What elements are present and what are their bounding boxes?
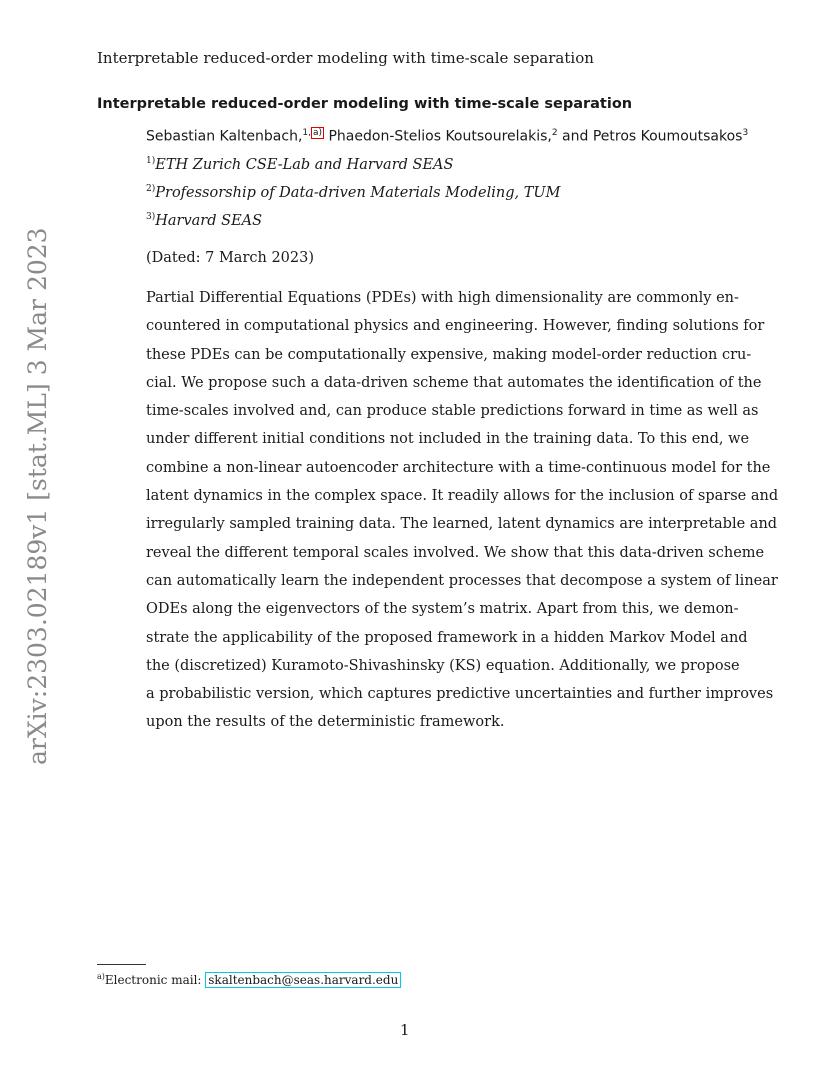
author-3: and Petros Koumoutsakos <box>557 128 743 145</box>
running-head: Interpretable reduced-order modeling with time-scale separation <box>97 49 594 67</box>
abstract-line: irregularly sampled training data. The learned, latent dynamics are interpretable and <box>146 516 778 533</box>
abstract-line: time-scales involved and, can produce stable predictions forward in time as well as <box>146 403 759 420</box>
date-line: (Dated: 7 March 2023) <box>146 250 314 266</box>
email-link[interactable]: skaltenbach@seas.harvard.edu <box>205 972 401 988</box>
footnote <box>97 972 401 987</box>
affiliation-mark: 2) <box>146 184 156 194</box>
footnote-link[interactable]: a) <box>313 128 323 138</box>
abstract-line: under different initial conditions not included in the training data. To this end, we <box>146 431 750 448</box>
affiliation-1 <box>146 156 453 173</box>
affiliation-text: ETH Zurich CSE-Lab and Harvard SEAS <box>155 156 454 173</box>
abstract-line: the (discretized) Kuramoto-Shivashinsky (KS) equation. Additionally, we propose <box>146 657 740 674</box>
abstract-line: combine a non-linear autoencoder architecture with a time-continuous model for the <box>146 459 771 476</box>
affiliation-mark: 3) <box>146 212 156 222</box>
abstract-line: countered in computational physics and engineering. However, finding solutions for <box>146 318 765 335</box>
abstract-line: these PDEs can be computationally expensive, making model-order reduction cru- <box>146 346 752 363</box>
abstract-line: latent dynamics in the complex space. It readily allows for the inclusion of sparse and <box>146 488 779 505</box>
abstract <box>146 284 779 737</box>
author-list <box>146 128 748 145</box>
abstract-line: can automatically learn the independent processes that decompose a system of linear <box>146 572 778 589</box>
abstract-line: Partial Differential Equations (PDEs) with high dimensionality are commonly en- <box>146 290 739 306</box>
arxiv-watermark: arXiv:2303.02189v1 [stat.ML] 3 Mar 2023 <box>23 227 52 765</box>
page-number: 1 <box>400 1021 410 1039</box>
author-1: Sebastian Kaltenbach, <box>146 128 303 145</box>
abstract-line: reveal the different temporal scales involved. We show that this data-driven scheme <box>146 544 765 561</box>
author-2-affil: 2 <box>551 128 558 138</box>
affiliation-2 <box>146 184 560 201</box>
affiliation-text: Professorship of Data-driven Materials Modeling, TUM <box>155 184 561 201</box>
abstract-line: ODEs along the eigenvectors of the system’s matrix. Apart from this, we demon- <box>146 601 739 618</box>
footnote-label: Electronic mail: <box>104 973 206 987</box>
footnote-rule <box>97 964 146 965</box>
abstract-line: strate the applicability of the proposed framework in a hidden Markov Model and <box>146 629 748 646</box>
affiliation-mark: 1) <box>146 156 156 166</box>
abstract-line: a probabilistic version, which captures predictive uncertainties and further improves <box>146 686 774 703</box>
author-3-affil: 3 <box>742 128 749 138</box>
author-2: Phaedon-Stelios Koutsourelakis, <box>324 128 552 145</box>
abstract-line: cial. We propose such a data-driven scheme that automates the identification of the <box>146 374 762 391</box>
abstract-line: upon the results of the deterministic framework. <box>146 714 505 731</box>
footnote-mark: a) <box>97 972 105 981</box>
paper-title: Interpretable reduced-order modeling with time-scale separation <box>97 96 633 112</box>
affiliation-text: Harvard SEAS <box>155 212 263 229</box>
author-1-affil: 1, <box>302 128 311 138</box>
affiliation-3 <box>146 212 262 229</box>
